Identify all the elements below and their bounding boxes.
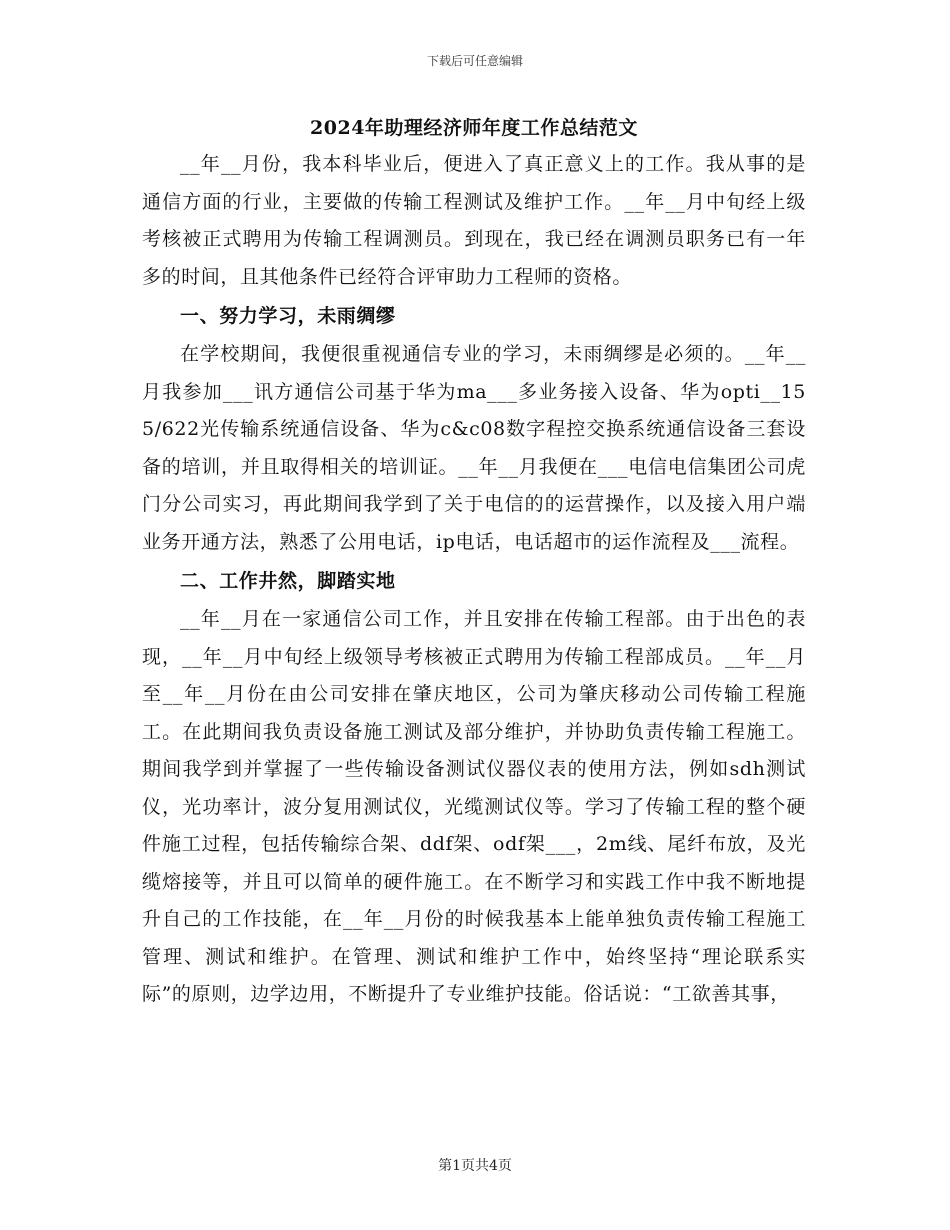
section-1-heading: 一、努力学习，未雨绸缪 [180, 305, 396, 327]
page-header-note: 下载后可任意编辑 [426, 54, 523, 68]
document-body [142, 110, 806, 1014]
section-1-paragraph: 在学校期间，我便很重视通信专业的学习，未雨绸缪是必须的。__年__月我参加___讯方通信公司基于华为ma___多业务接入设备、华为opti__155/622光传输系统通信设备、华为c&c08数字程控交换系统通信设备三套设备的培训，并且取得相关的培训证。__年__月我便在___电信电信集团公司虎门分公司实习，再此期间我学到了关于电信的的运营操作，以及接入用户端业务开通方法，熟悉了公用电话，ip电话，电话超市的运作流程及___流程。 [142, 343, 806, 553]
section-2-heading: 二、工作井然，脚踏实地 [180, 570, 396, 592]
section-2-paragraph: __年__月在一家通信公司工作，并且安排在传输工程部。由于出色的表现，__年__月中旬经上级领导考核被正式聘用为传输工程部成员。__年__月至__年__月份在由公司安排在肇庆地区，公司为肇庆移动公司传输工程施工。在此期间我负责设备施工测试及部分维护，并协助负责传输工程施工。期间我学到并掌握了一些传输设备测试仪器仪表的使用方法，例如sdh测试仪，光功率计，波分复用测试仪，光缆测试仪等。学习了传输工程的整个硬件施工过程，包括传输综合架、ddf架、odf架___，2m线、尾纤布放，及光缆熔接等，并且可以简单的硬件施工。在不断学习和实践工作中我不断地提升自己的工作技能，在__年__月份的时候我基本上能单独负责传输工程施工管理、测试和维护。在管理、测试和维护工作中，始终坚持“理论联系实际”的原则，边学边用，不断提升了专业维护技能。俗话说：“工欲善其事， [142, 608, 806, 1005]
document-title: 2024年助理经济师年度工作总结范文 [310, 117, 638, 139]
intro-paragraph: __年__月份，我本科毕业后，便进入了真正意义上的工作。我从事的是通信方面的行业，主要做的传输工程测试及维护工作。__年__月中旬经上级考核被正式聘用为传输工程调测员。到现在，我已经在调测员职务已有一年多的时间，且其他条件已经符合评审助力工程师的资格。 [142, 153, 806, 288]
page-number: 第1页共4页 [438, 1158, 512, 1174]
